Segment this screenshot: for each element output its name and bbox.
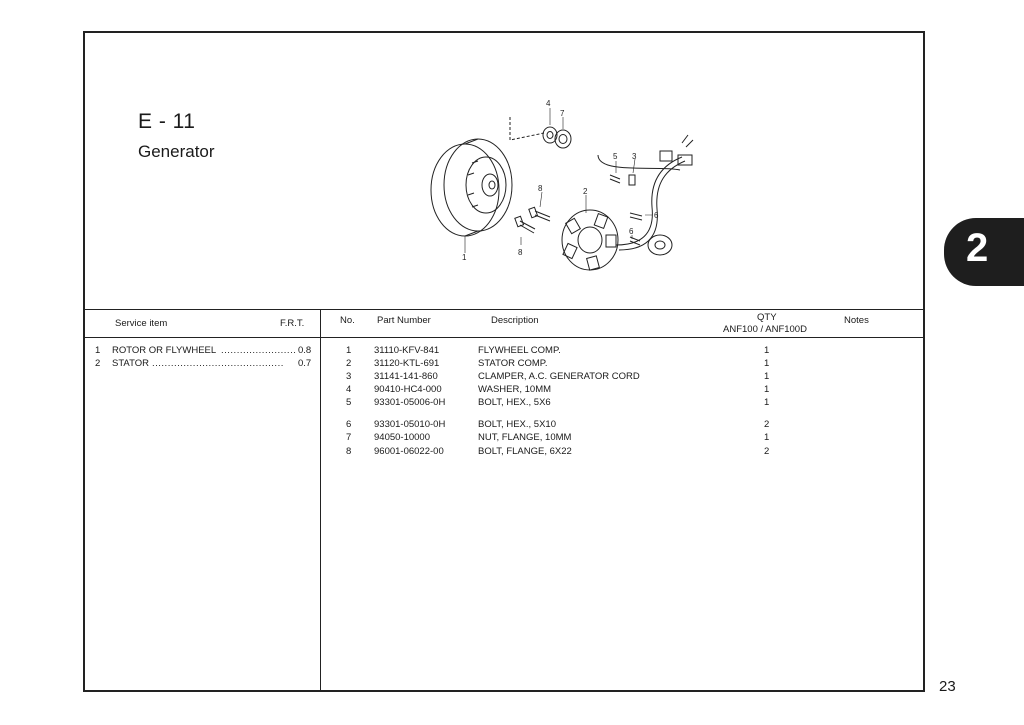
table-header-divider	[83, 337, 925, 338]
bolt-5x6-drawing	[610, 175, 620, 183]
service-row-frt: 0.8	[298, 345, 312, 356]
part-description: BOLT, HEX., 5X6	[478, 397, 551, 408]
notes-header: Notes	[844, 315, 869, 326]
part-number-header: Part Number	[377, 315, 431, 326]
service-row-leader: ........................	[221, 345, 297, 356]
part-qty: 1	[764, 371, 770, 382]
chapter-tab	[944, 218, 1024, 286]
part-no: 4	[346, 384, 352, 395]
diagram-divider	[83, 309, 925, 310]
callout-6: 6	[654, 211, 659, 220]
page-number: 23	[939, 678, 956, 695]
part-no: 2	[346, 358, 352, 369]
service-item-header: Service item	[115, 318, 168, 329]
part-number: 96001-06022-00	[374, 446, 444, 457]
part-number: 93301-05006-0H	[374, 397, 446, 408]
description-header: Description	[491, 315, 539, 326]
qty-header: QTY	[757, 312, 777, 323]
chapter-number: 2	[966, 226, 989, 270]
callout-8-lower: 8	[518, 248, 523, 257]
part-no: 5	[346, 397, 352, 408]
callout-6-lower: 6	[629, 227, 634, 236]
frt-header: F.R.T.	[280, 318, 305, 329]
part-description: STATOR COMP.	[478, 358, 548, 369]
part-no: 3	[346, 371, 352, 382]
stator-drawing	[562, 210, 618, 270]
part-description: BOLT, FLANGE, 6X22	[478, 446, 572, 457]
callout-3: 3	[632, 152, 637, 161]
part-description: CLAMPER, A.C. GENERATOR CORD	[478, 371, 640, 382]
no-header: No.	[340, 315, 355, 326]
part-no: 6	[346, 419, 352, 430]
part-qty: 1	[764, 345, 770, 356]
part-number: 31110-KFV-841	[374, 345, 440, 356]
part-description: WASHER, 10MM	[478, 384, 552, 395]
part-qty: 1	[764, 432, 770, 443]
part-number: 31141-141-860	[374, 371, 438, 382]
callout-4: 4	[546, 99, 551, 108]
part-no: 8	[346, 446, 352, 457]
callout-7: 7	[560, 109, 565, 118]
part-number: 93301-05010-0H	[374, 419, 446, 430]
part-qty: 2	[764, 446, 770, 457]
part-number: 94050-10000	[374, 432, 430, 443]
part-no: 7	[346, 432, 352, 443]
nut-drawing	[555, 130, 571, 148]
part-no: 1	[346, 345, 352, 356]
service-row-frt: 0.7	[298, 358, 312, 369]
part-qty: 2	[764, 419, 770, 430]
part-qty: 1	[764, 384, 770, 395]
callout-2: 2	[583, 187, 588, 196]
part-number: 31120-KTL-691	[374, 358, 440, 369]
part-description: NUT, FLANGE, 10MM	[478, 432, 572, 443]
service-row-leader: ..........................................	[152, 358, 284, 369]
flywheel-drawing	[431, 139, 512, 236]
column-divider	[320, 309, 321, 692]
section-title: Generator	[138, 142, 215, 161]
section-code: E - 11	[138, 110, 196, 133]
part-number: 90410-HC4-000	[374, 384, 442, 395]
clamper-drawing	[629, 175, 635, 185]
callout-1: 1	[462, 253, 467, 262]
qty-models-header: ANF100 / ANF100D	[723, 324, 807, 335]
part-qty: 1	[764, 397, 770, 408]
service-row: 1 ROTOR OR FLYWHEEL	[95, 345, 217, 356]
part-description: FLYWHEEL COMP.	[478, 345, 561, 356]
bolt-5x10-drawing	[630, 213, 642, 220]
callout-5: 5	[613, 152, 618, 161]
part-description: BOLT, HEX., 5X10	[478, 419, 556, 430]
part-qty: 1	[764, 358, 770, 369]
generator-exploded-diagram	[420, 95, 700, 275]
callout-8: 8	[538, 184, 543, 193]
service-row: 2 STATOR	[95, 358, 149, 369]
bolt-drawing	[515, 207, 550, 233]
